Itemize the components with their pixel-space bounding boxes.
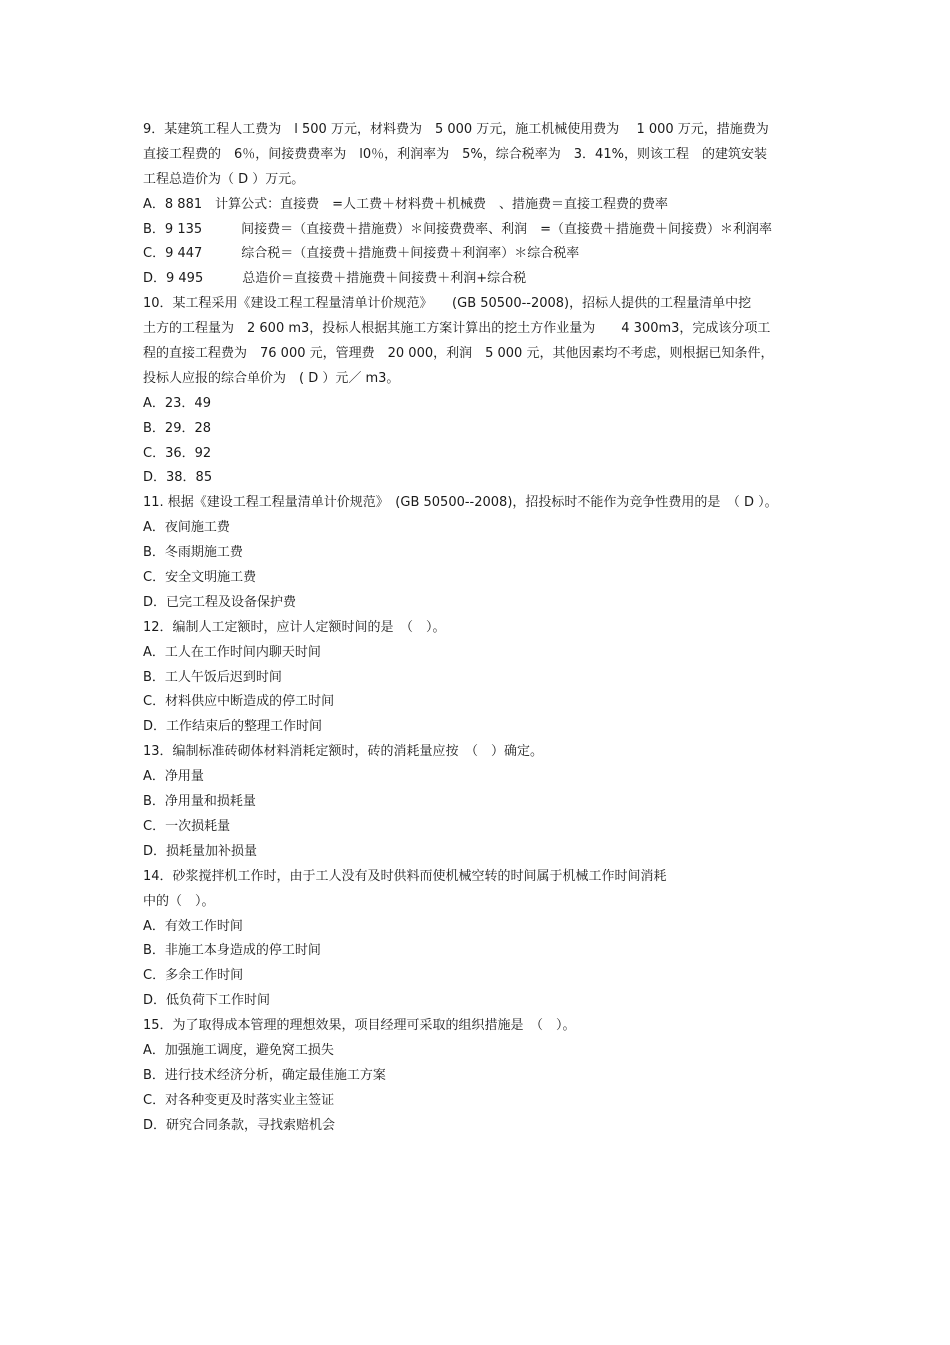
- answer-option: [143, 1089, 823, 1114]
- question-block: [143, 292, 823, 491]
- answer-option: [143, 715, 823, 740]
- formula-note: 总造价＝直接费＋措施费＋间接费＋利润+综合税: [203, 271, 527, 287]
- question-block: [143, 491, 823, 615]
- answer-option: [143, 417, 823, 442]
- answer-option: [143, 939, 823, 964]
- option-text: A．8 881: [143, 196, 203, 212]
- question-stem-line: 13．编制标准砖砌体材料消耗定额时，砖的消耗量应按 （ ）确定。: [143, 744, 544, 760]
- option-text: A．夜间施工费: [143, 520, 230, 536]
- answer-option: [143, 989, 823, 1014]
- question-stem-line: 土方的工程量为 2 600 m3，投标人根据其施工方案计算出的挖土方作业量为 4 300m3，完成该分项工: [143, 321, 771, 337]
- answer-option: [143, 218, 823, 243]
- option-text: B．进行技术经济分析，确定最佳施工方案: [143, 1067, 386, 1083]
- answer-option: [143, 964, 823, 989]
- question-stem-line: 10．某工程采用《建设工程工程量清单计价规范》 (GB 50500--2008)，招标人提供的工程量清单中挖: [143, 296, 752, 312]
- answer-option: [143, 1039, 823, 1064]
- question-block: [143, 740, 823, 864]
- answer-option: [143, 392, 823, 417]
- option-text: D．38．85: [143, 470, 213, 486]
- option-text: A．工人在工作时间内聊天时间: [143, 644, 321, 660]
- answer-option: [143, 690, 823, 715]
- answer-option: [143, 267, 823, 292]
- option-text: A．23．49: [143, 395, 211, 411]
- option-text: C．安全文明施工费: [143, 570, 257, 586]
- option-text: C．9 447: [143, 246, 203, 262]
- formula-note: 综合税＝（直接费＋措施费＋间接费＋利润率）＊综合税率: [202, 246, 580, 262]
- question-block: [143, 118, 823, 292]
- option-text: B．29．28: [143, 420, 212, 436]
- answer-option: [143, 915, 823, 940]
- answer-option: [143, 466, 823, 491]
- question-stem-line: 12．编制人工定额时，应计人定额时间的是 （ ）。: [143, 619, 446, 635]
- question-stem-line: 中的（ ）。: [143, 893, 215, 909]
- option-text: B．净用量和损耗量: [143, 794, 256, 810]
- option-text: A．加强施工调度，避免窝工损失: [143, 1042, 334, 1058]
- option-text: C．一次损耗量: [143, 818, 231, 834]
- answer-option: [143, 566, 823, 591]
- formula-note: 间接费＝（直接费＋措施费）＊间接费费率、利润 =（直接费＋措施费＋间接费）＊利润率: [202, 221, 773, 237]
- question-stem-line: 11. 根据《建设工程工程量清单计价规范》 (GB 50500--2008)，招投标时不能作为竞争性费用的是 （ D ）。: [143, 495, 778, 511]
- option-text: C．36．92: [143, 445, 212, 461]
- answer-option: [143, 666, 823, 691]
- question-stem-line: 直接工程费的 6％，间接费费率为 l0％，利润率为 5%，综合税率为 3．41%，则该工程 的建筑安装: [143, 146, 767, 162]
- question-stem-line: 14．砂浆搅拌机工作时，由于工人没有及时供料而使机械空转的时间属于机械工作时间消耗: [143, 868, 667, 884]
- answer-option: [143, 641, 823, 666]
- formula-note: 计算公式：直接费 =人工费＋材料费＋机械费 、措施费＝直接工程费的费率: [202, 196, 669, 212]
- option-text: D．低负荷下工作时间: [143, 993, 271, 1009]
- option-text: C．多余工作时间: [143, 968, 244, 984]
- option-text: D．已完工程及设备保护费: [143, 594, 297, 610]
- option-text: C．对各种变更及时落实业主签证: [143, 1092, 335, 1108]
- answer-option: [143, 442, 823, 467]
- question-block: [143, 616, 823, 740]
- question-stem-line: 9．某建筑工程人工费为 l 500 万元，材料费为 5 000 万元，施工机械使用费为 1 000 万元，措施费为: [143, 122, 769, 137]
- option-text: D．工作结束后的整理工作时间: [143, 719, 323, 735]
- answer-option: [143, 790, 823, 815]
- answer-option: [143, 815, 823, 840]
- question-stem-line: 程的直接工程费为 76 000 元，管理费 20 000，利润 5 000 元，其他因素均不考虑，则根据已知条件，: [143, 346, 774, 362]
- option-text: B．冬雨期施工费: [143, 545, 243, 561]
- option-text: D．损耗量加补损量: [143, 843, 258, 859]
- option-text: B．工人午饭后迟到时间: [143, 669, 282, 685]
- answer-option: [143, 591, 823, 616]
- answer-option: [143, 1064, 823, 1089]
- option-text: D．研究合同条款，寻找索赔机会: [143, 1117, 336, 1133]
- answer-option: [143, 1114, 823, 1139]
- question-list: [143, 118, 823, 1139]
- option-text: A．有效工作时间: [143, 918, 243, 934]
- answer-option: [143, 541, 823, 566]
- question-stem-line: 工程总造价为（ D ）万元。: [143, 171, 305, 187]
- answer-option: [143, 840, 823, 865]
- question-block: [143, 865, 823, 1014]
- option-text: B．非施工本身造成的停工时间: [143, 943, 321, 959]
- question-block: [143, 1014, 823, 1138]
- option-text: C．材料供应中断造成的停工时间: [143, 694, 335, 710]
- answer-option: [143, 193, 823, 218]
- option-text: A．净用量: [143, 769, 204, 785]
- answer-option: [143, 765, 823, 790]
- question-stem-line: 投标人应报的综合单价为 ( D ）元／ m3。: [143, 370, 400, 386]
- answer-option: [143, 242, 823, 267]
- option-text: B．9 135: [143, 221, 203, 237]
- option-text: D．9 495: [143, 271, 204, 287]
- answer-option: [143, 516, 823, 541]
- question-stem-line: 15．为了取得成本管理的理想效果，项目经理可采取的组织措施是 （ ）。: [143, 1018, 576, 1034]
